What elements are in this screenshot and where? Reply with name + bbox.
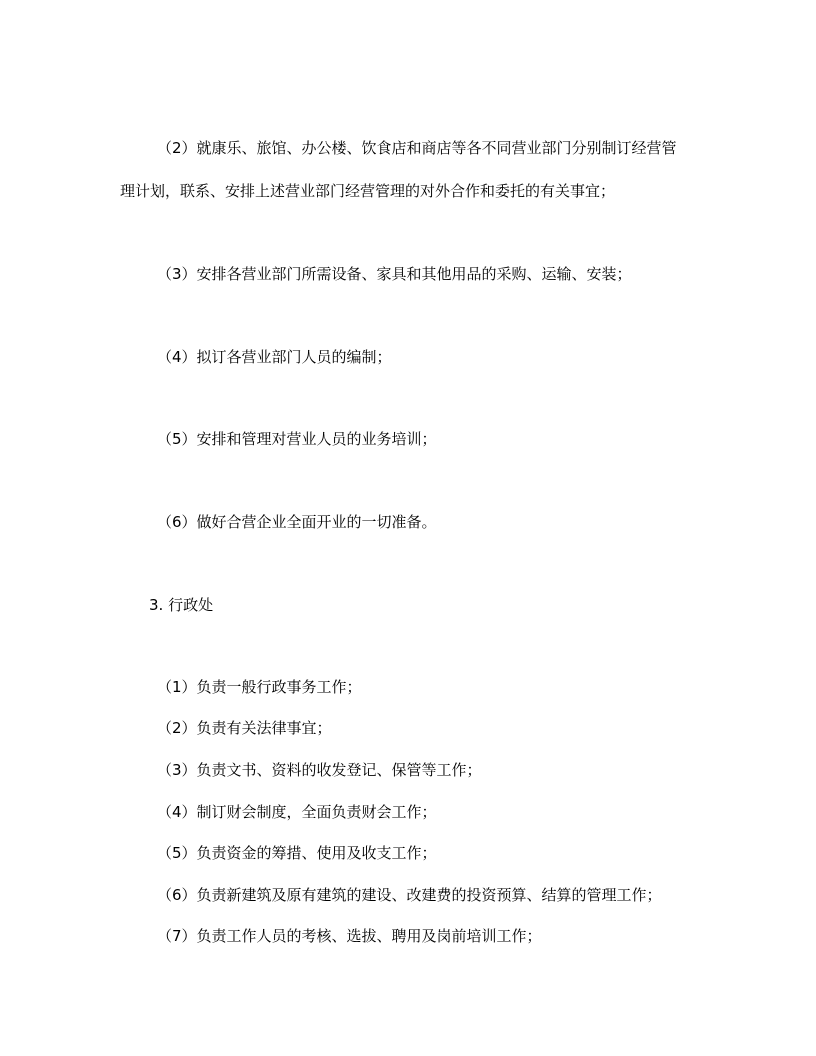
list-item: （2）负责有关法律事宜； bbox=[157, 719, 332, 737]
paragraph-item-4: （4）拟订各营业部门人员的编制； bbox=[157, 348, 392, 366]
list-item: （7）负责工作人员的考核、选拔、聘用及岗前培训工作； bbox=[157, 927, 542, 945]
paragraph-item-6: （6）做好合营企业全面开业的一切准备。 bbox=[157, 513, 437, 531]
paragraph-item-2-line-1: （2）就康乐、旅馆、办公楼、饮食店和商店等各不同营业部门分别制订经营管 bbox=[157, 139, 677, 157]
list-item: （5）负责资金的筹措、使用及收支工作； bbox=[157, 844, 437, 862]
section-heading-admin-office: 3. 行政处 bbox=[149, 596, 214, 614]
list-item: （4）制订财会制度，全面负责财会工作； bbox=[157, 803, 437, 821]
list-item: （3）负责文书、资料的收发登记、保管等工作； bbox=[157, 761, 482, 779]
paragraph-item-3: （3）安排各营业部门所需设备、家具和其他用品的采购、运输、安装； bbox=[157, 265, 632, 283]
list-item: （1）负责一般行政事务工作； bbox=[157, 678, 362, 696]
paragraph-item-2-line-2: 理计划，联系、安排上述营业部门经营管理的对外合作和委托的有关事宜； bbox=[120, 182, 616, 200]
paragraph-item-5: （5）安排和管理对营业人员的业务培训； bbox=[157, 430, 437, 448]
list-item: （6）负责新建筑及原有建筑的建设、改建费的投资预算、结算的管理工作； bbox=[157, 886, 662, 904]
